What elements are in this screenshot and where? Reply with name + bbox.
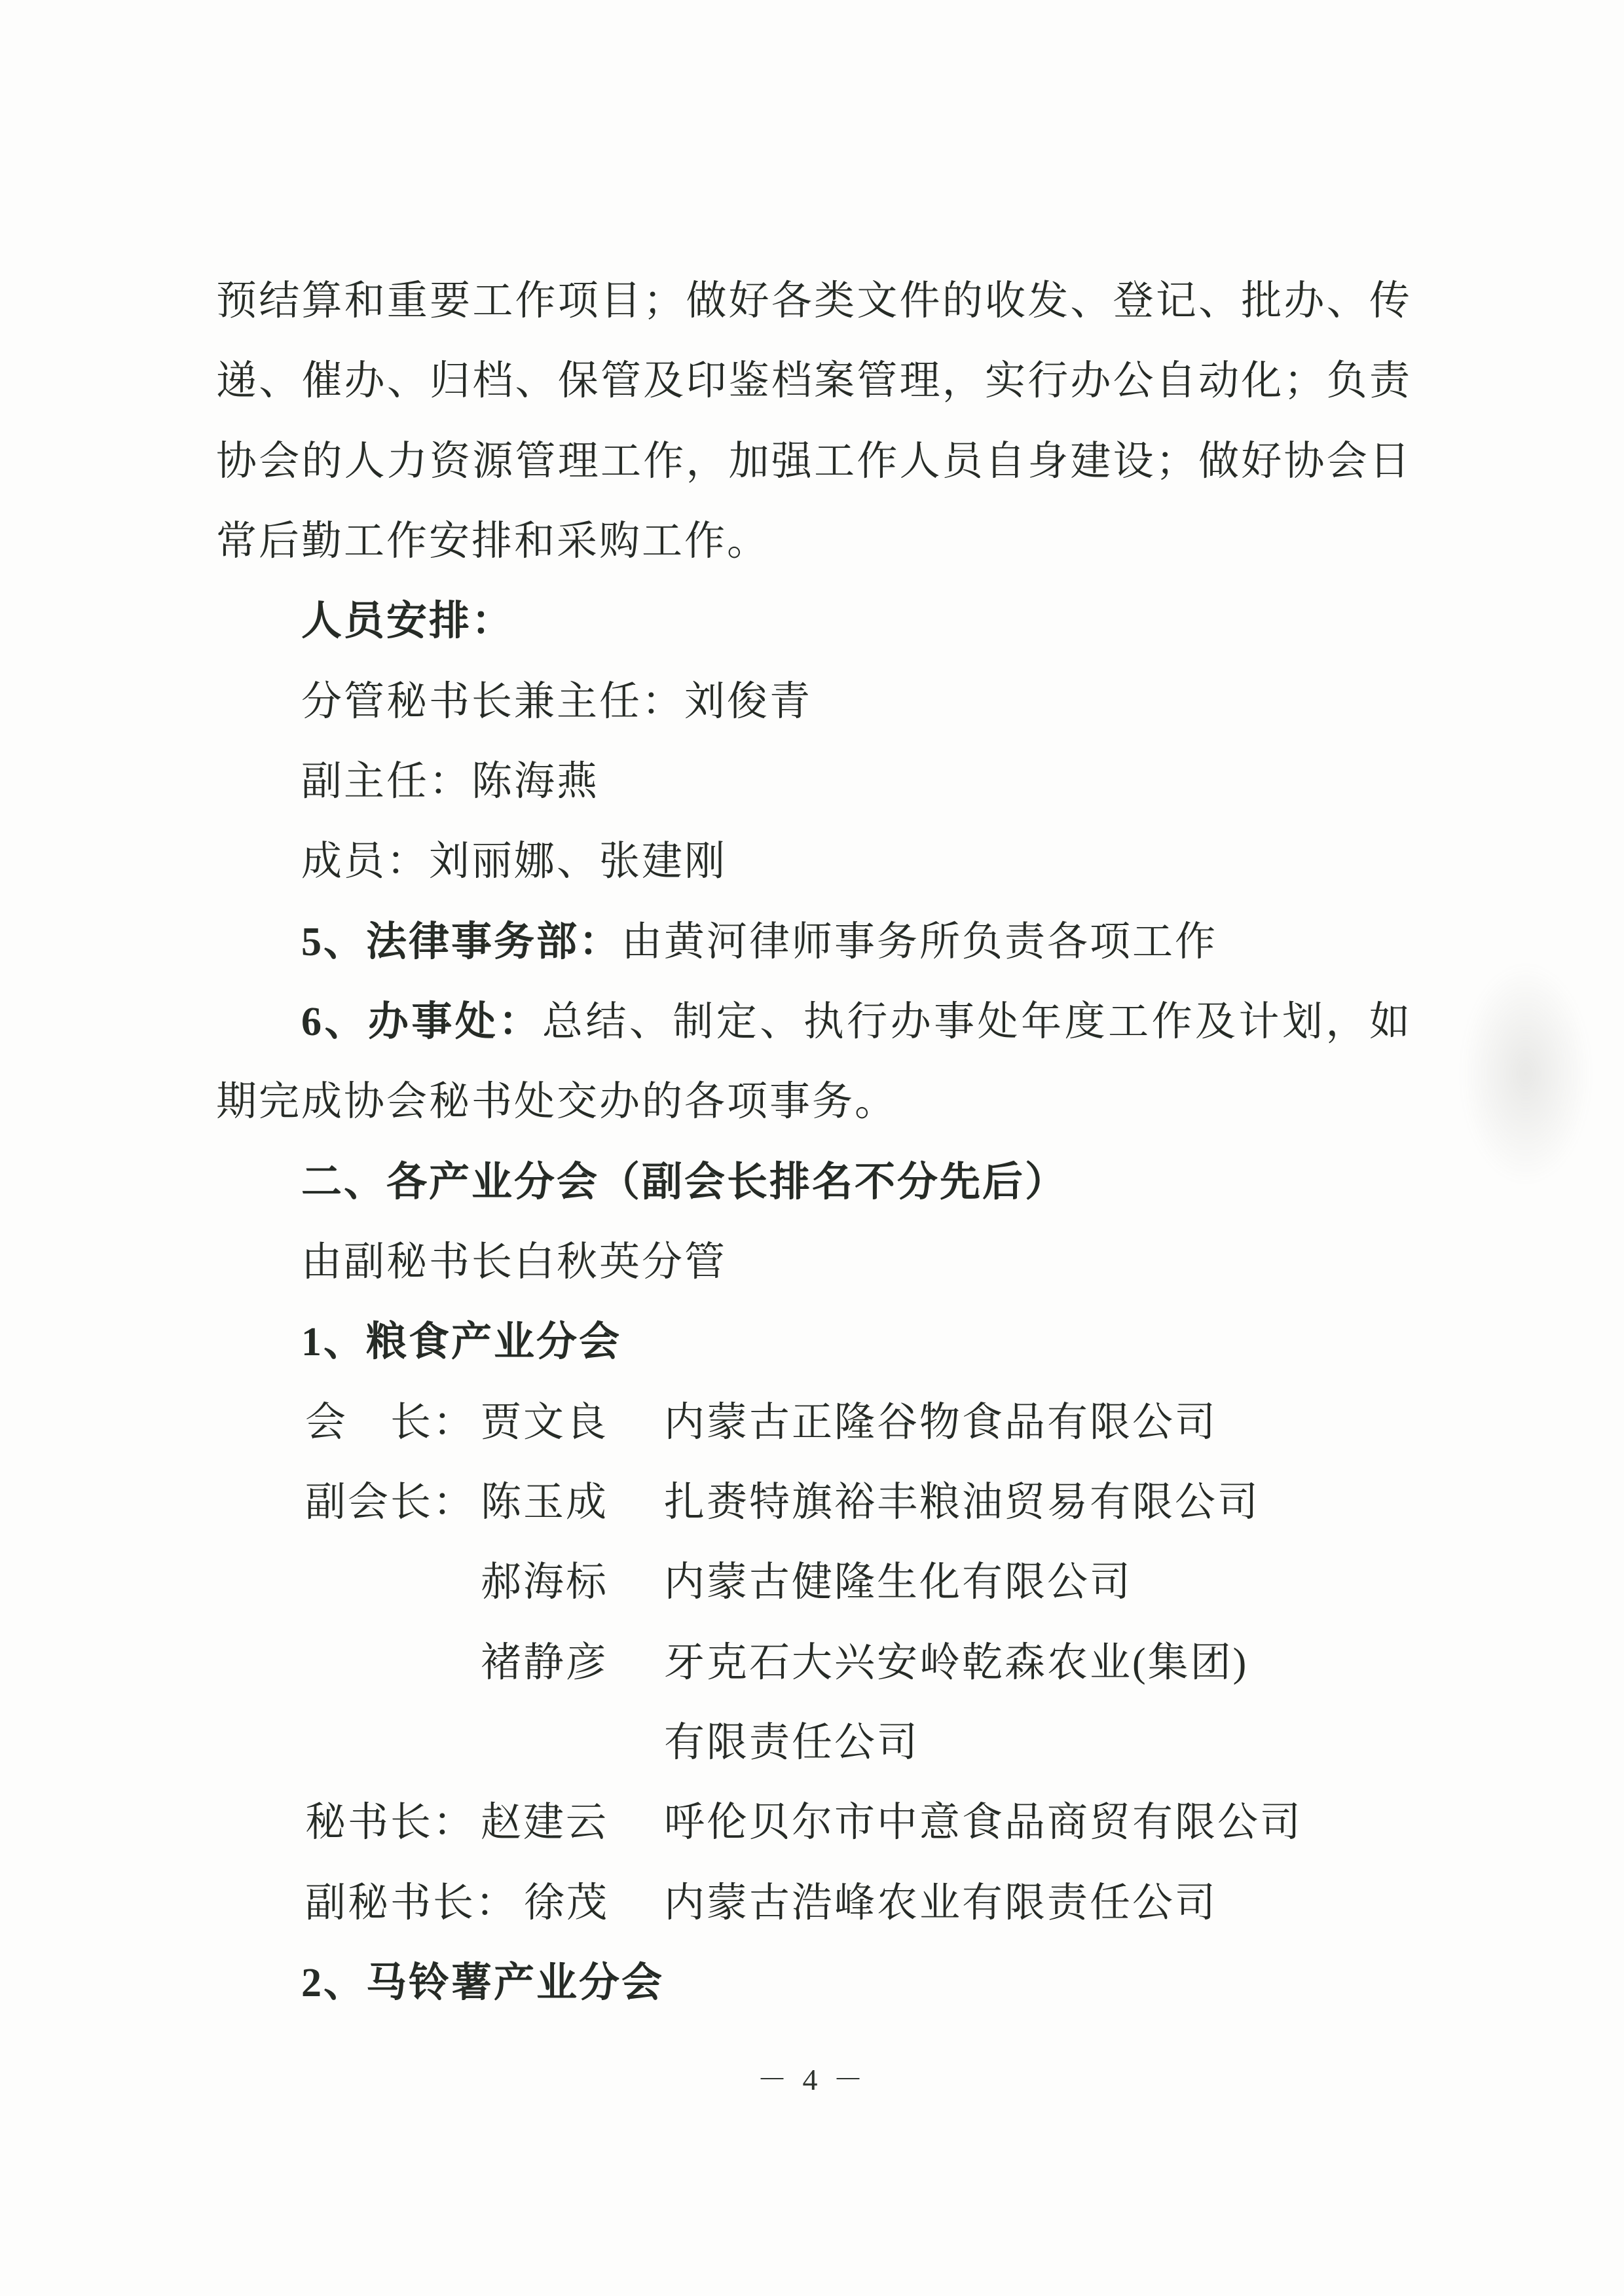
page-number: － 4 － [757, 2063, 867, 2096]
roster-label: 秘书长： [305, 1800, 476, 1846]
roster-label: 副秘书长： [305, 1880, 519, 1925]
paragraph-line [301, 913, 1412, 972]
roster-company: 有限责任公司 [664, 1720, 920, 1765]
paragraph-line [301, 993, 1412, 1051]
section-heading: 二、各产业分会（副会长排名不分先后） [301, 1159, 1068, 1205]
roster-company: 内蒙古健隆生化有限公司 [664, 1560, 1133, 1605]
roster-company: 牙克石大兴安岭乾森农业(集团) [664, 1640, 1249, 1685]
paragraph-line: 协会的人力资源管理工作，加强工作人员自身建设；做好协会日 [216, 439, 1412, 484]
paragraph-line: 递、催办、归档、保管及印鉴档案管理，实行办公自动化；负责 [216, 359, 1412, 404]
paragraph-line: 常后勤工作安排和采购工作。 [216, 519, 770, 564]
roster-line [0, 1393, 1624, 1452]
roster-name: 郝海标 [481, 1560, 609, 1605]
paragraph-line: 由副秘书长白秋英分管 [301, 1239, 728, 1285]
roster-line [0, 1553, 1624, 1612]
paragraph-line: 分管秘书长兼主任：刘俊青 [301, 679, 813, 724]
scan-artifact [1460, 962, 1591, 1185]
roster-line [0, 1713, 1624, 1772]
section-heading: 2、马铃薯产业分会 [301, 1960, 665, 2005]
roster-line [0, 1874, 1624, 1933]
roster-company: 呼伦贝尔市中意食品商贸有限公司 [664, 1800, 1303, 1846]
roster-line [0, 1473, 1624, 1532]
roster-company: 内蒙古浩峰农业有限责任公司 [664, 1880, 1218, 1925]
line-bold-label: 5、法律事务部： [301, 919, 622, 964]
paragraph-line: 预结算和重要工作项目；做好各类文件的收发、登记、批办、传 [216, 279, 1412, 323]
paragraph-line: 成员：刘丽娜、张建刚 [301, 839, 728, 884]
roster-name: 贾文良 [481, 1400, 609, 1445]
section-heading: 人员安排： [301, 599, 515, 644]
roster-line [0, 1793, 1624, 1852]
line-text: 由黄河律师事务所负责各项工作 [621, 919, 1218, 964]
roster-name: 陈玉成 [481, 1480, 609, 1525]
section-heading: 1、粮食产业分会 [301, 1320, 622, 1365]
roster-company: 内蒙古正隆谷物食品有限公司 [664, 1400, 1218, 1445]
paragraph-line: 期完成协会秘书处交办的各项事务。 [216, 1080, 898, 1125]
roster-company: 扎赉特旗裕丰粮油贸易有限公司 [664, 1480, 1261, 1525]
roster-label: 副会长： [305, 1480, 476, 1525]
line-bold-label: 6、办事处： [301, 999, 542, 1044]
line-text: 总结、制定、执行办事处年度工作及计划，如 [542, 999, 1412, 1044]
roster-name: 赵建云 [481, 1800, 609, 1846]
roster-name: 褚静彦 [481, 1640, 609, 1685]
roster-label: 会 长： [305, 1400, 476, 1445]
paragraph-line: 副主任：陈海燕 [301, 759, 600, 804]
roster-name: 徐茂 [524, 1880, 610, 1925]
roster-line [0, 1633, 1624, 1692]
